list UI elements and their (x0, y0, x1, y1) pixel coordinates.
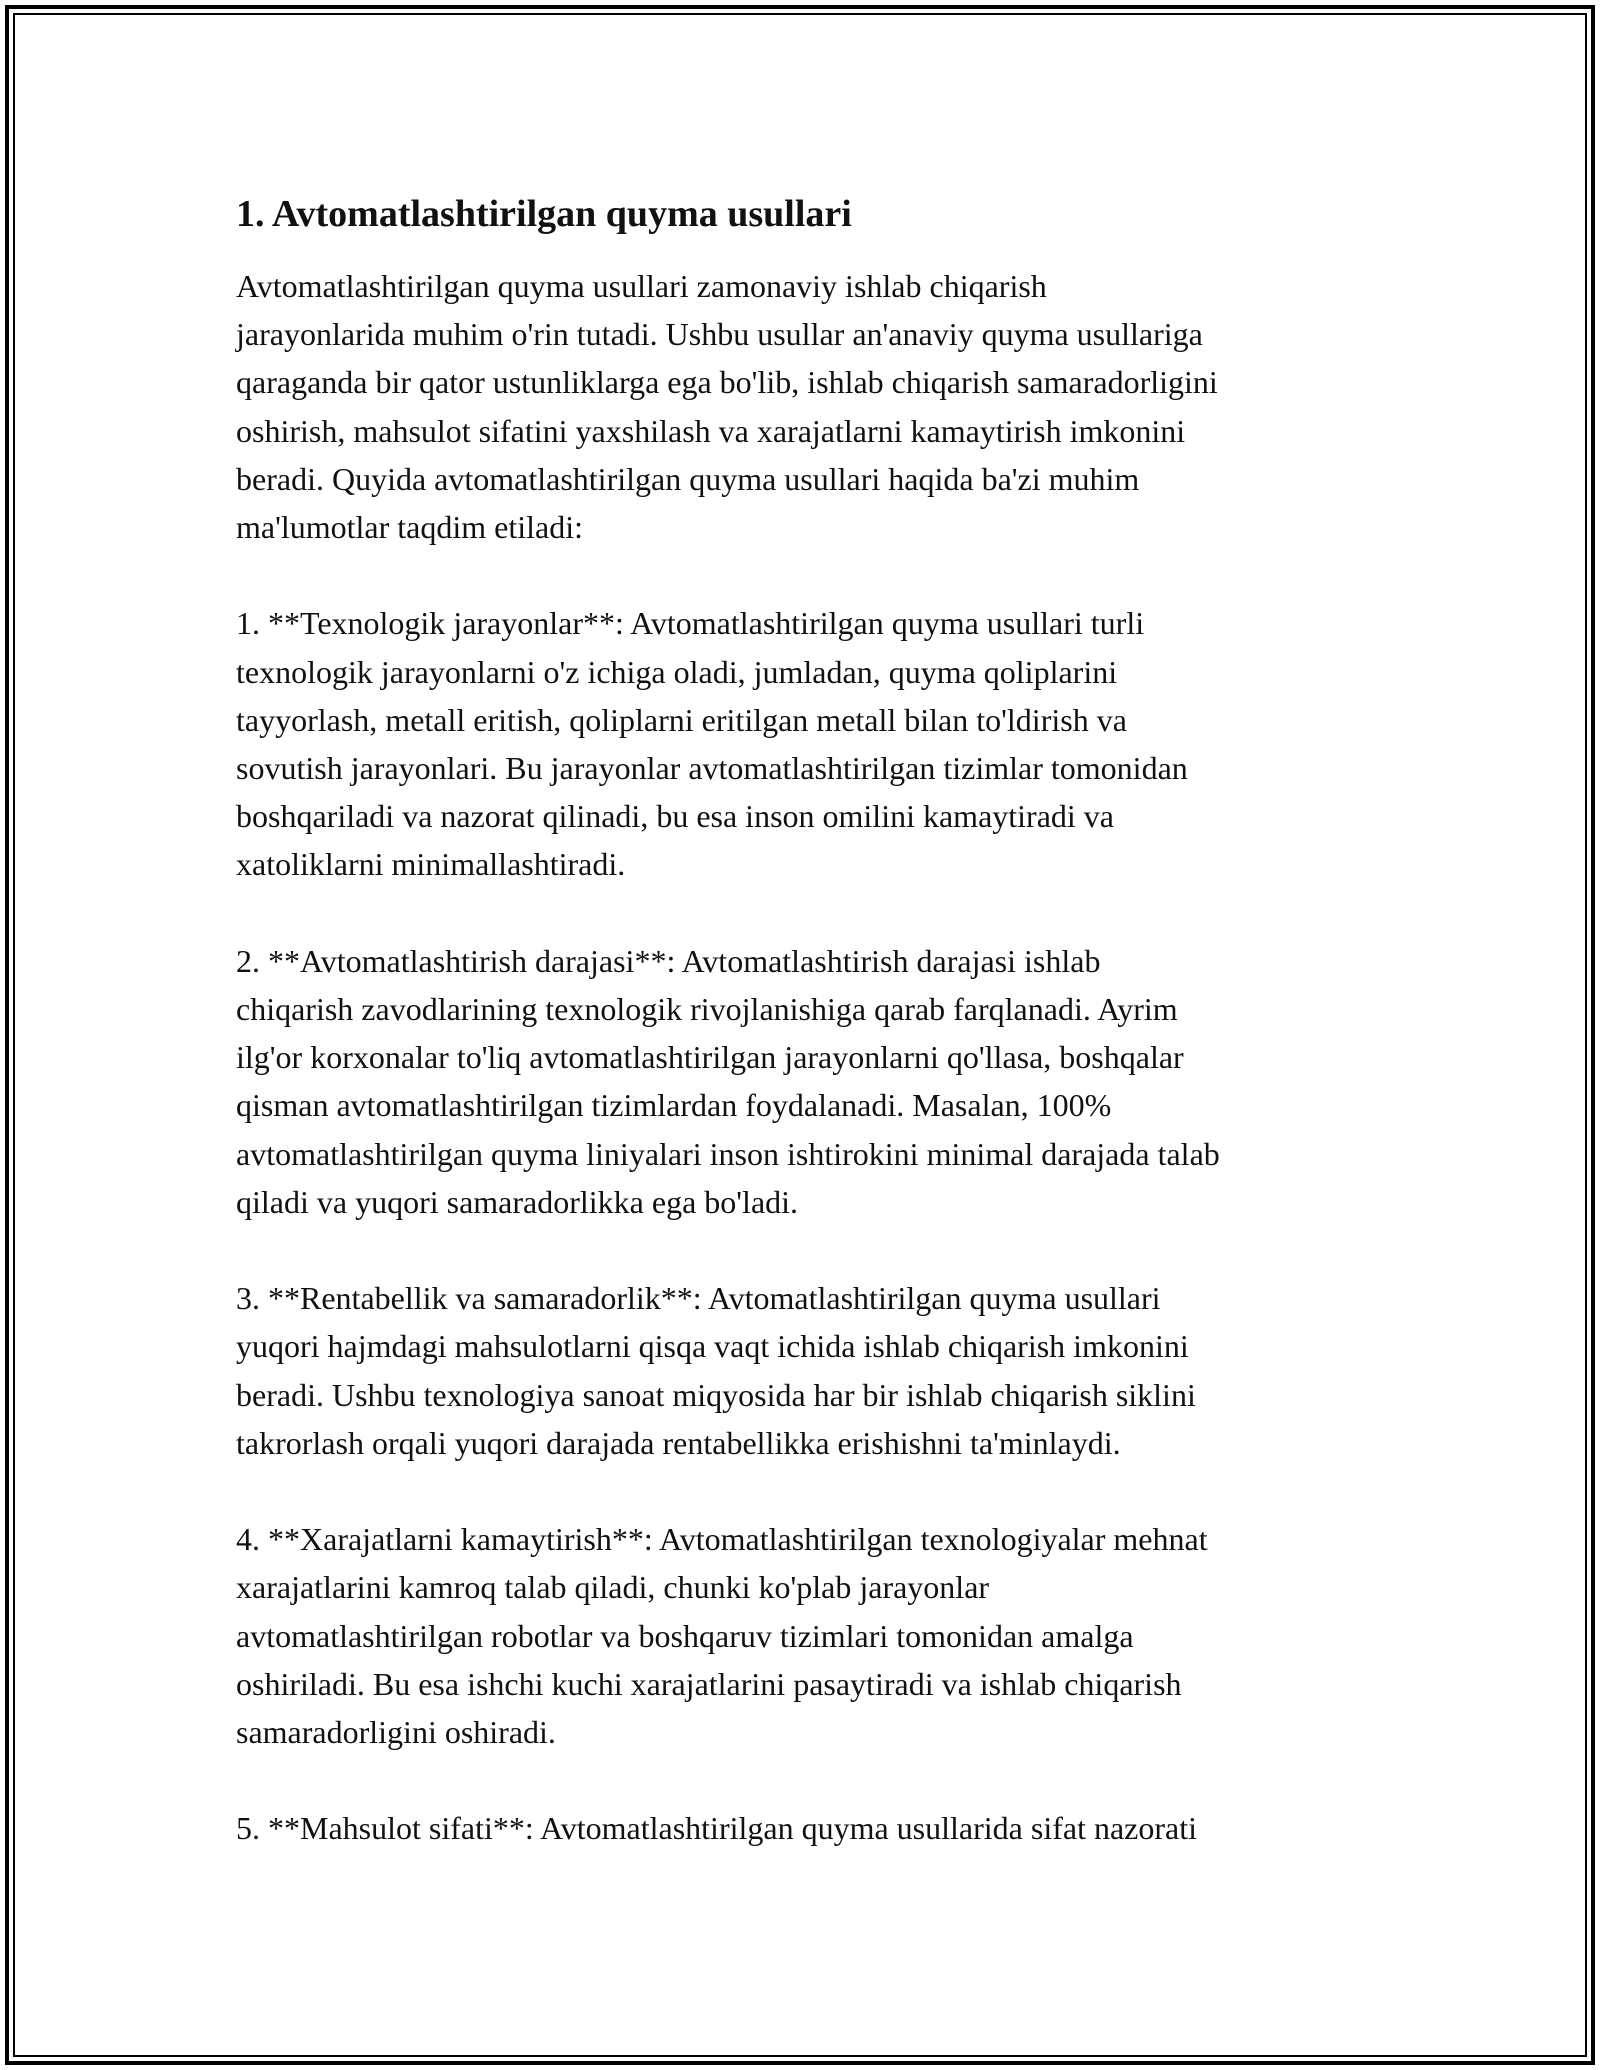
document-body (236, 188, 1371, 1853)
paragraph-spacer (236, 1226, 1371, 1274)
list-item-1: 1. **Texnologik jarayonlar**: Avtomatlashtirilgan quyma usullari turli texnologik jarayonlarni o'z ichiga oladi, jumladan, quyma qoliplarini tayyorlash, metall eritish, qoliplarni eritilgan metall bilan to'ldirish va sovutish jarayonlari. Bu jarayonlar avtomatlashtirilgan tizimlar tomonidan boshqariladi va nazorat qilinadi, bu esa inson omilini kamaytiradi va xatoliklarni minimallashtiradi. (236, 605, 1188, 883)
list-item-3: 3. **Rentabellik va samaradorlik**: Avtomatlashtirilgan quyma usullari yuqori hajmdagi mahsulotlarni qisqa vaqt ichida ishlab chiqarish imkonini beradi. Ushbu texnologiya sanoat miqyosida har bir ishlab chiqarish siklini takrorlash orqali yuqori darajada rentabellikka erishishni ta'minlaydi. (236, 1280, 1196, 1461)
paragraph-spacer (236, 889, 1371, 937)
list-item-5: 5. **Mahsulot sifati**: Avtomatlashtirilgan quyma usullarida sifat nazorati (236, 1810, 1197, 1847)
paragraph-spacer (236, 551, 1371, 599)
list-item-4: 4. **Xarajatlarni kamaytirish**: Avtomatlashtirilgan texnologiyalar mehnat xarajatlarini kamroq talab qiladi, chunki ko'plab jarayonlar avtomatlashtirilgan robotlar va boshqaruv tizimlari tomonidan amalga oshiriladi. Bu esa ishchi kuchi xarajatlarini pasaytiradi va ishlab chiqarish samaradorligini oshiradi. (236, 1521, 1208, 1751)
intro-paragraph: Avtomatlashtirilgan quyma usullari zamonaviy ishlab chiqarish jarayonlarida muhim o'rin tutadi. Ushbu usullar an'anaviy quyma usullariga qaraganda bir qator ustunliklarga ega bo'lib, ishlab chiqarish samaradorligini oshirish, mahsulot sifatini yaxshilash va xarajatlarni kamaytirish imkonini beradi. Quyida avtomatlashtirilgan quyma usullari haqida ba'zi muhim ma'lumotlar taqdim etiladi: (236, 268, 1218, 546)
document-title: 1. Avtomatlashtirilgan quyma usullari (236, 193, 852, 235)
paragraph-spacer (236, 1756, 1371, 1804)
list-item-2: 2. **Avtomatlashtirish darajasi**: Avtomatlashtirish darajasi ishlab chiqarish zavodlarining texnologik rivojlanishiga qarab farqlanadi. Ayrim ilg'or korxonalar to'liq avtomatlashtirilgan jarayonlarni qo'llasa, boshqalar qisman avtomatlashtirilgan tizimlardan foydalanadi. Masalan, 100% avtomatlashtirilgan quyma liniyalari inson ishtirokini minimal darajada talab qiladi va yuqori samaradorlikka ega bo'ladi. (236, 942, 1220, 1220)
paragraph-spacer (236, 1467, 1371, 1515)
